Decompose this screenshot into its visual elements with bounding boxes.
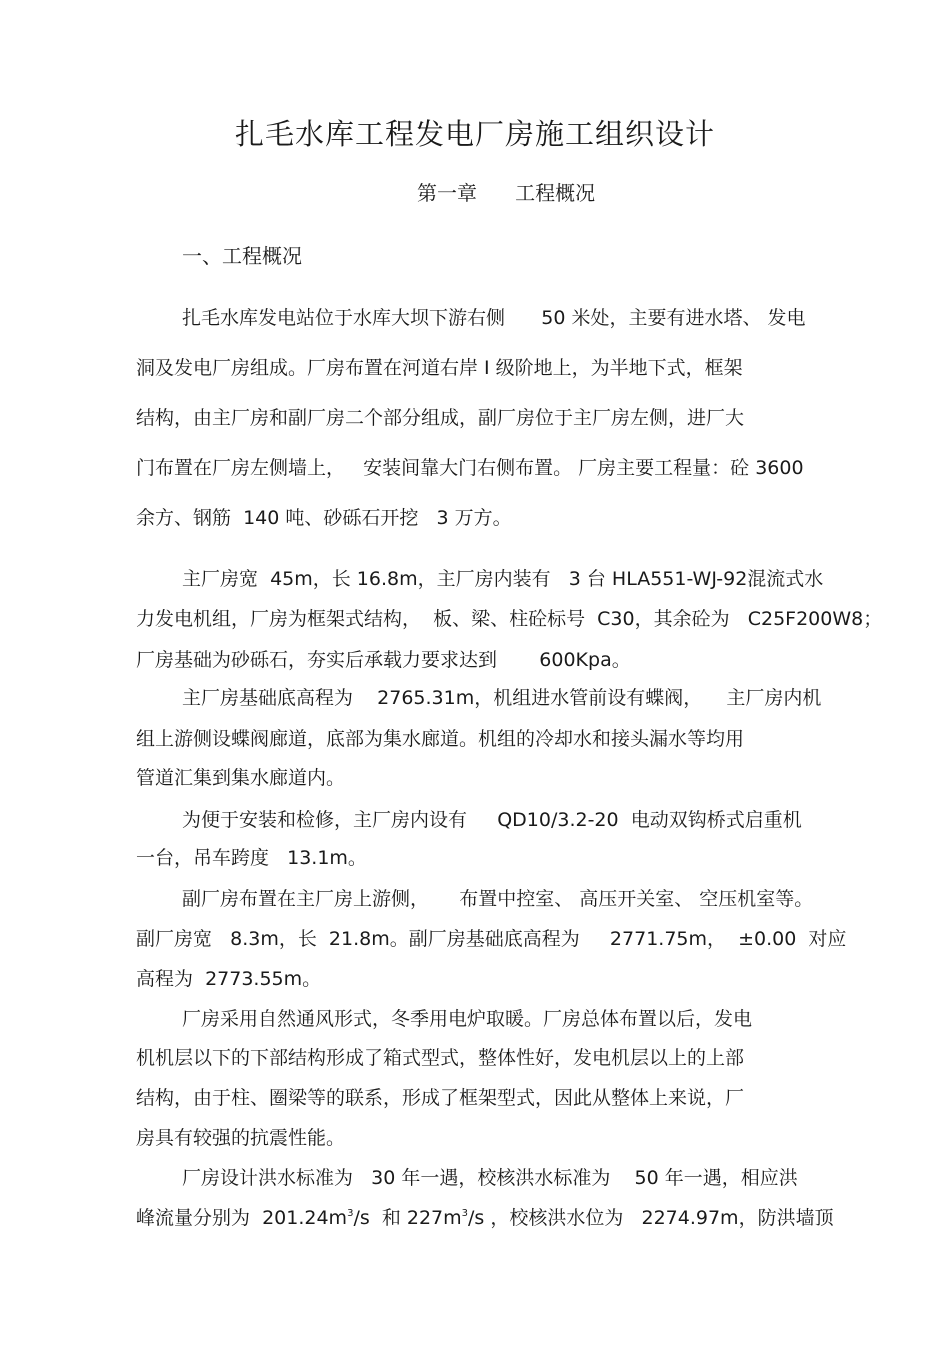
paragraph-line: 主厂房基础底高程为 2765.31m，机组进水管前设有蝶阀， 主厂房内机	[182, 687, 822, 709]
paragraph-line-with-units	[136, 1206, 834, 1230]
text-segment: /s 和 227m	[353, 1207, 462, 1229]
paragraph-line: 厂房采用自然通风形式，冬季用电炉取暖。厂房总体布置以后，发电	[182, 1008, 753, 1030]
paragraph-line: 机机层以下的下部结构形成了箱式型式，整体性好，发电机层以上的上部	[136, 1047, 745, 1069]
paragraph-line: 余方、钢筋 140 吨、砂砾石开挖 3 万方。	[136, 507, 512, 529]
paragraph-line: 洞及发电厂房组成。厂房布置在河道右岸 I 级阶地上，为半地下式，框架	[136, 357, 743, 379]
paragraph-line: 副厂房布置在主厂房上游侧， 布置中控室、 高压开关室、 空压机室等。	[182, 888, 814, 910]
text-segment: 峰流量分别为 201.24m	[136, 1207, 348, 1229]
paragraph-line: 扎毛水库发电站位于水库大坝下游右侧 50 米处，主要有进水塔、 发电	[182, 307, 806, 329]
paragraph-line: 结构，由主厂房和副厂房二个部分组成，副厂房位于主厂房左侧，进厂大	[136, 407, 745, 429]
superscript: 3	[461, 1208, 469, 1219]
paragraph-line: 一台，吊车跨度 13.1m。	[136, 847, 367, 869]
paragraph-line: 主厂房宽 45m，长 16.8m，主厂房内装有 3 台 HLA551-WJ-92混流式水	[182, 568, 824, 590]
paragraph-line: 厂房基础为砂砾石，夯实后承载力要求达到 600Kpa。	[136, 649, 631, 671]
paragraph-line: 高程为 2773.55m。	[136, 968, 322, 990]
section-heading: 一、工程概况	[182, 244, 302, 268]
paragraph-line: 厂房设计洪水标准为 30 年一遇，校核洪水标准为 50 年一遇，相应洪	[182, 1167, 798, 1189]
paragraph-line: 组上游侧设蝶阀廊道，底部为集水廊道。机组的冷却水和接头漏水等均用	[136, 728, 745, 750]
text-segment: /s ，校核洪水位为 2274.97m，防洪墙顶	[468, 1207, 834, 1229]
paragraph-line: 房具有较强的抗震性能。	[136, 1127, 346, 1149]
document-title: 扎毛水库工程发电厂房施工组织设计	[234, 117, 715, 151]
paragraph-line: 门布置在厂房左侧墙上， 安装间靠大门右侧布置。 厂房主要工程量：砼 3600	[136, 457, 804, 479]
paragraph-line: 力发电机组，厂房为框架式结构， 板、梁、柱砼标号 C30，其余砼为 C25F200W8；	[136, 608, 883, 630]
chapter-heading: 第一章 工程概况	[417, 181, 596, 205]
paragraph-line: 副厂房宽 8.3m，长 21.8m。副厂房基础底高程为 2771.75m， ±0.00 对应	[136, 928, 847, 950]
paragraph-line: 结构，由于柱、圈梁等的联系，形成了框架型式，因此从整体上来说，厂	[136, 1087, 745, 1109]
superscript: 3	[347, 1208, 354, 1219]
paragraph-line: 为便于安装和检修，主厂房内设有 QD10/3.2-20 电动双钩桥式启重机	[182, 809, 802, 831]
paragraph-line: 管道汇集到集水廊道内。	[136, 767, 346, 789]
